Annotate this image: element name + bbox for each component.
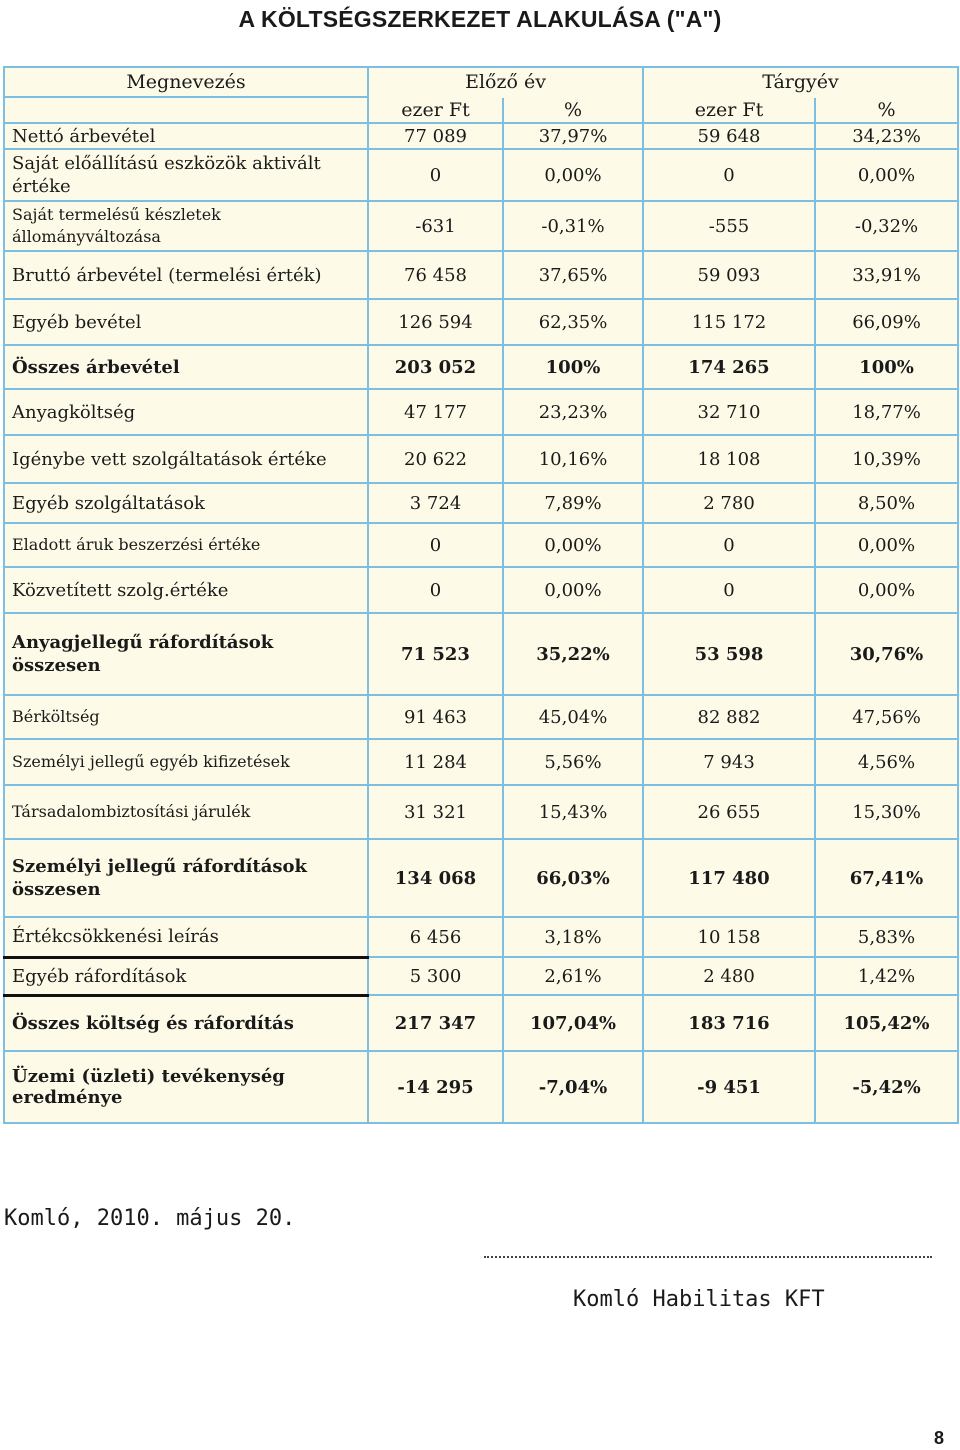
row-name: Bruttó árbevétel (termelési érték) [4, 251, 368, 299]
current-value: 117 480 [643, 839, 815, 917]
prev-value: 134 068 [368, 839, 503, 917]
prev-percent: 0,00% [503, 567, 643, 613]
current-percent: 30,76% [815, 613, 958, 695]
place-and-date: Komló, 2010. május 20. [4, 1206, 296, 1231]
current-value: 59 093 [643, 251, 815, 299]
current-percent: 105,42% [815, 995, 958, 1051]
prev-percent: 3,18% [503, 917, 643, 957]
prev-percent: 37,65% [503, 251, 643, 299]
current-percent: 67,41% [815, 839, 958, 917]
prev-value: 76 458 [368, 251, 503, 299]
prev-value: 0 [368, 149, 503, 201]
table-row [4, 839, 958, 917]
current-percent: 47,56% [815, 695, 958, 739]
row-name: Személyi jellegű egyéb kifizetések [4, 739, 368, 785]
current-percent: 8,50% [815, 483, 958, 523]
prev-value: 71 523 [368, 613, 503, 695]
current-percent: -5,42% [815, 1051, 958, 1123]
prev-percent: 7,89% [503, 483, 643, 523]
row-name: Igénybe vett szolgáltatások értéke [4, 435, 368, 483]
prev-percent: 37,97% [503, 123, 643, 149]
header-prev-year: Előző év [368, 67, 643, 97]
current-percent: 100% [815, 345, 958, 389]
header-prev-pct: % [503, 97, 643, 123]
table-row [4, 917, 958, 957]
current-value: 18 108 [643, 435, 815, 483]
prev-value: 0 [368, 567, 503, 613]
prev-value: 217 347 [368, 995, 503, 1051]
table-row [4, 201, 958, 251]
prev-percent: 100% [503, 345, 643, 389]
row-name: Bérköltség [4, 695, 368, 739]
row-name: Anyagköltség [4, 389, 368, 435]
table-row [4, 1051, 958, 1123]
row-name: Anyagjellegű ráfordítások összesen [4, 613, 368, 695]
row-name: Összes árbevétel [4, 345, 368, 389]
table-row [4, 483, 958, 523]
current-value: 2 780 [643, 483, 815, 523]
current-percent: 33,91% [815, 251, 958, 299]
current-percent: 5,83% [815, 917, 958, 957]
header-row-units [4, 97, 958, 123]
current-value: 32 710 [643, 389, 815, 435]
table-row [4, 299, 958, 345]
prev-percent: 15,43% [503, 785, 643, 839]
row-name: Nettó árbevétel [4, 123, 368, 149]
prev-value: 91 463 [368, 695, 503, 739]
header-prev-unit: ezer Ft [368, 97, 503, 123]
header-blank [4, 97, 368, 123]
current-percent: 0,00% [815, 149, 958, 201]
header-cur-unit: ezer Ft [643, 97, 815, 123]
row-name: Eladott áruk beszerzési értéke [4, 523, 368, 567]
table-row [4, 695, 958, 739]
current-value: 7 943 [643, 739, 815, 785]
row-name: Egyéb ráfordítások [4, 957, 368, 995]
prev-percent: 0,00% [503, 523, 643, 567]
prev-percent: 62,35% [503, 299, 643, 345]
cost-structure-table [3, 66, 959, 1124]
current-percent: 66,09% [815, 299, 958, 345]
table-row [4, 613, 958, 695]
header-name: Megnevezés [4, 67, 368, 97]
current-value: 10 158 [643, 917, 815, 957]
company-name: Komló Habilitas KFT [573, 1287, 825, 1312]
table-row [4, 523, 958, 567]
current-percent: 0,00% [815, 567, 958, 613]
prev-value: 77 089 [368, 123, 503, 149]
prev-value: 3 724 [368, 483, 503, 523]
current-value: 2 480 [643, 957, 815, 995]
table-row [4, 567, 958, 613]
current-percent: -0,32% [815, 201, 958, 251]
prev-value: 6 456 [368, 917, 503, 957]
current-percent: 18,77% [815, 389, 958, 435]
prev-value: 20 622 [368, 435, 503, 483]
current-value: -9 451 [643, 1051, 815, 1123]
row-name: Összes költség és ráfordítás [4, 995, 368, 1051]
row-name: Egyéb szolgáltatások [4, 483, 368, 523]
row-name: Közvetített szolg.értéke [4, 567, 368, 613]
current-percent: 0,00% [815, 523, 958, 567]
current-percent: 4,56% [815, 739, 958, 785]
prev-value: -631 [368, 201, 503, 251]
current-value: 59 648 [643, 123, 815, 149]
prev-value: 47 177 [368, 389, 503, 435]
header-current-year: Tárgyév [643, 67, 958, 97]
prev-percent: 23,23% [503, 389, 643, 435]
current-percent: 15,30% [815, 785, 958, 839]
row-name: Személyi jellegű ráfordítások összesen [4, 839, 368, 917]
table-row [4, 123, 958, 149]
prev-percent: 2,61% [503, 957, 643, 995]
row-name: Saját termelésű készletek állományváltozása [4, 201, 368, 251]
prev-value: 11 284 [368, 739, 503, 785]
table-row [4, 435, 958, 483]
prev-percent: 5,56% [503, 739, 643, 785]
row-name: Egyéb bevétel [4, 299, 368, 345]
current-value: 0 [643, 567, 815, 613]
current-value: 115 172 [643, 299, 815, 345]
prev-value: 31 321 [368, 785, 503, 839]
table-row [4, 785, 958, 839]
table-row [4, 957, 958, 995]
table-row [4, 149, 958, 201]
table-row [4, 345, 958, 389]
current-percent: 34,23% [815, 123, 958, 149]
row-name: Üzemi (üzleti) tevékenység eredménye [4, 1051, 368, 1123]
prev-value: 126 594 [368, 299, 503, 345]
row-name: Saját előállítású eszközök aktivált értéke [4, 149, 368, 201]
prev-percent: 45,04% [503, 695, 643, 739]
header-cur-pct: % [815, 97, 958, 123]
table-row [4, 995, 958, 1051]
signature-line [484, 1256, 932, 1258]
prev-percent: 0,00% [503, 149, 643, 201]
prev-percent: 35,22% [503, 613, 643, 695]
current-value: -555 [643, 201, 815, 251]
current-value: 82 882 [643, 695, 815, 739]
prev-value: -14 295 [368, 1051, 503, 1123]
prev-percent: 107,04% [503, 995, 643, 1051]
table-row [4, 739, 958, 785]
current-percent: 1,42% [815, 957, 958, 995]
current-value: 26 655 [643, 785, 815, 839]
prev-value: 0 [368, 523, 503, 567]
current-value: 53 598 [643, 613, 815, 695]
prev-value: 203 052 [368, 345, 503, 389]
table-row [4, 389, 958, 435]
prev-percent: 66,03% [503, 839, 643, 917]
prev-percent: -0,31% [503, 201, 643, 251]
page-number: 8 [934, 1428, 945, 1448]
prev-percent: 10,16% [503, 435, 643, 483]
prev-value: 5 300 [368, 957, 503, 995]
prev-percent: -7,04% [503, 1051, 643, 1123]
table-row [4, 251, 958, 299]
current-value: 0 [643, 523, 815, 567]
current-value: 0 [643, 149, 815, 201]
current-percent: 10,39% [815, 435, 958, 483]
current-value: 174 265 [643, 345, 815, 389]
header-row-years [4, 67, 958, 97]
current-value: 183 716 [643, 995, 815, 1051]
row-name: Értékcsökkenési leírás [4, 917, 368, 957]
row-name: Társadalombiztosítási járulék [4, 785, 368, 839]
page-title: A KÖLTSÉGSZERKEZET ALAKULÁSA ("A") [238, 6, 722, 32]
